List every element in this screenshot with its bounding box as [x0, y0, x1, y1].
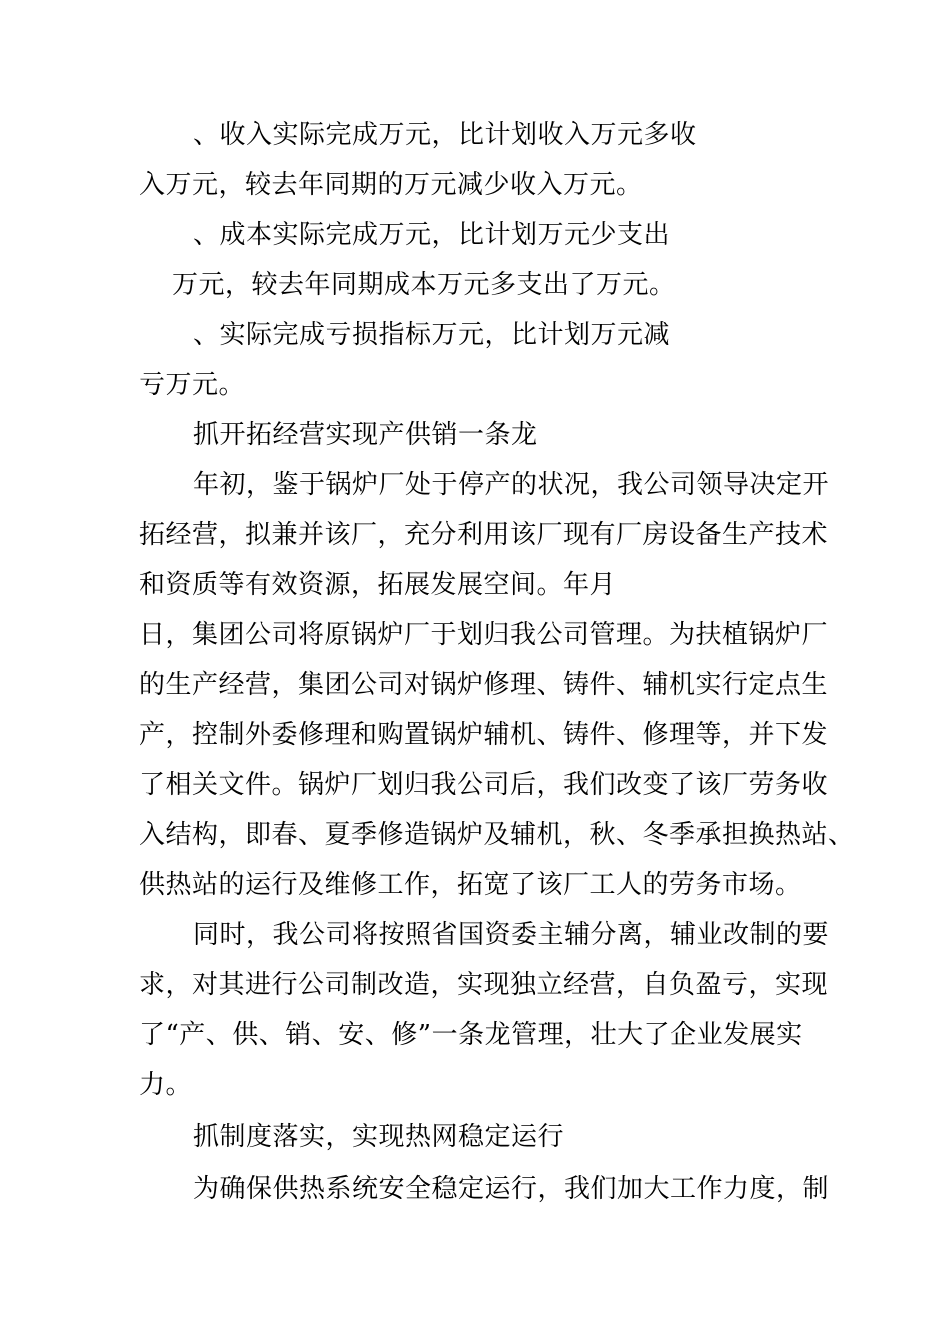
- text-line: 为确保供热系统安全稳定运行，我们加大工作力度，制: [193, 1174, 830, 1204]
- text-line: 了“产、供、销、安、修”一条龙管理，壮大了企业发展实: [139, 1020, 803, 1050]
- text-line: 和资质等有效资源，拓展发展空间。年月: [139, 570, 617, 600]
- text-line: 日，集团公司将原锅炉厂于划归我公司管理。为扶植锅炉厂: [139, 620, 829, 650]
- text-line: 产，控制外委修理和购置锅炉辅机、铸件、修理等，并下发: [139, 720, 829, 750]
- text-line: 入万元，较去年同期的万元减少收入万元。: [139, 170, 643, 200]
- section-heading: 抓开拓经营实现产供销一条龙: [193, 420, 538, 450]
- text-line: 年初，鉴于锅炉厂处于停产的状况，我公司领导决定开: [193, 470, 830, 500]
- section-heading: 抓制度落实，实现热网稳定运行: [193, 1122, 565, 1152]
- text-line: 、实际完成亏损指标万元，比计划万元减: [193, 320, 671, 350]
- text-line: 同时，我公司将按照省国资委主辅分离，辅业改制的要: [193, 920, 830, 950]
- text-line: 了相关文件。锅炉厂划归我公司后，我们改变了该厂劳务收: [139, 770, 829, 800]
- text-line: 入结构，即春、夏季修造锅炉及辅机，秋、冬季承担换热站、: [139, 820, 855, 850]
- text-line: 求，对其进行公司制改造，实现独立经营，自负盈亏，实现: [139, 970, 829, 1000]
- text-line: 的生产经营，集团公司对锅炉修理、铸件、辅机实行定点生: [139, 670, 829, 700]
- text-line: 、成本实际完成万元，比计划万元少支出: [193, 220, 671, 250]
- text-line: 亏万元。: [139, 370, 246, 400]
- text-line: 、收入实际完成万元，比计划收入万元多收: [193, 120, 697, 150]
- text-line: 万元，较去年同期成本万元多支出了万元。: [172, 270, 676, 300]
- text-line: 拓经营，拟兼并该厂，充分利用该厂现有厂房设备生产技术: [139, 520, 829, 550]
- text-line: 供热站的运行及维修工作，拓宽了该厂工人的劳务市场。: [139, 870, 802, 900]
- text-line: 力。: [139, 1070, 193, 1100]
